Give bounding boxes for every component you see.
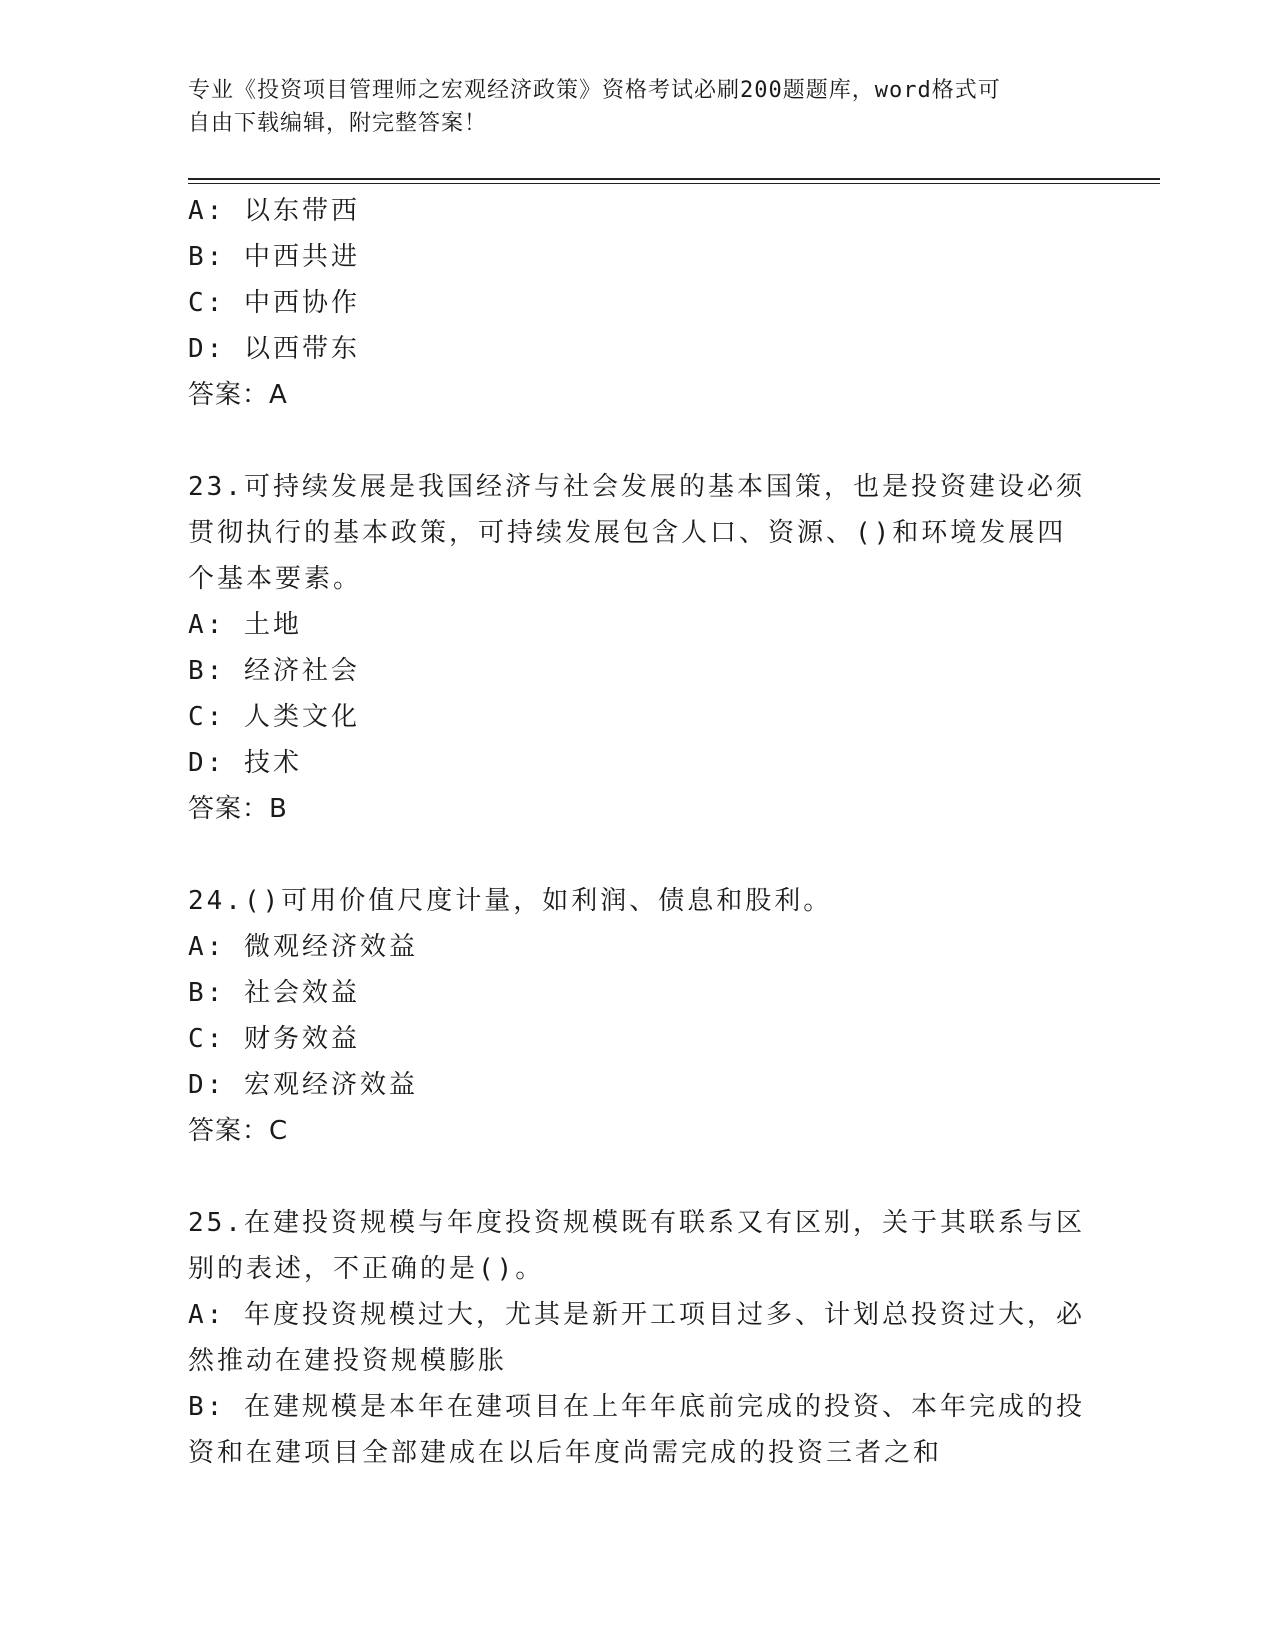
- question-stem-line: 别的表述，不正确的是()。: [188, 1254, 545, 1284]
- answer-label: 答案：B: [188, 794, 288, 824]
- document-header: [188, 74, 1088, 140]
- option-d: D: 技术: [188, 748, 302, 778]
- option-a: A: 土地: [188, 610, 302, 640]
- option-b: B: 中西共进: [188, 242, 360, 272]
- option-a: A: 以东带西: [188, 196, 360, 226]
- option-b: B: 在建规模是本年在建项目在上年年底前完成的投资、本年完成的投: [188, 1392, 1085, 1422]
- question-block-25: [188, 1200, 1088, 1476]
- question-stem-line: 23.可持续发展是我国经济与社会发展的基本国策，也是投资建设必须: [188, 472, 1085, 502]
- option-a: A: 年度投资规模过大，尤其是新开工项目过多、计划总投资过大，必: [188, 1300, 1085, 1330]
- question-block-24: [188, 878, 1088, 1154]
- question-stem-line: 25.在建投资规模与年度投资规模既有联系又有区别，关于其联系与区: [188, 1208, 1085, 1238]
- question-stem-line: 个基本要素。: [188, 564, 363, 594]
- spacer: [188, 1154, 1088, 1200]
- option-b-continued: 资和在建项目全部建成在以后年度尚需完成的投资三者之和: [188, 1438, 943, 1468]
- option-c: C: 财务效益: [188, 1024, 360, 1054]
- header-divider-thin: [188, 183, 1160, 184]
- header-divider: [188, 178, 1160, 180]
- header-line-1: 专业《投资项目管理师之宏观经济政策》资格考试必刷200题题库，word格式可: [188, 78, 1001, 103]
- answer-label: 答案：A: [188, 380, 288, 410]
- spacer: [188, 418, 1088, 464]
- question-stem-line: 贯彻执行的基本政策，可持续发展包含人口、资源、()和环境发展四: [188, 518, 1067, 548]
- question-block-prev: [188, 188, 1088, 418]
- question-block-23: [188, 464, 1088, 832]
- option-d: D: 以西带东: [188, 334, 360, 364]
- option-b: B: 社会效益: [188, 978, 360, 1008]
- question-content: [188, 188, 1088, 1476]
- option-b: B: 经济社会: [188, 656, 360, 686]
- option-c: C: 人类文化: [188, 702, 360, 732]
- header-line-2: 自由下载编辑，附完整答案！: [188, 111, 488, 136]
- answer-label: 答案：C: [188, 1116, 289, 1146]
- option-c: C: 中西协作: [188, 288, 360, 318]
- option-a: A: 微观经济效益: [188, 932, 418, 962]
- question-stem-line: 24.()可用价值尺度计量，如利润、债息和股利。: [188, 886, 833, 916]
- spacer: [188, 832, 1088, 878]
- option-d: D: 宏观经济效益: [188, 1070, 418, 1100]
- option-a-continued: 然推动在建投资规模膨胀: [188, 1346, 508, 1376]
